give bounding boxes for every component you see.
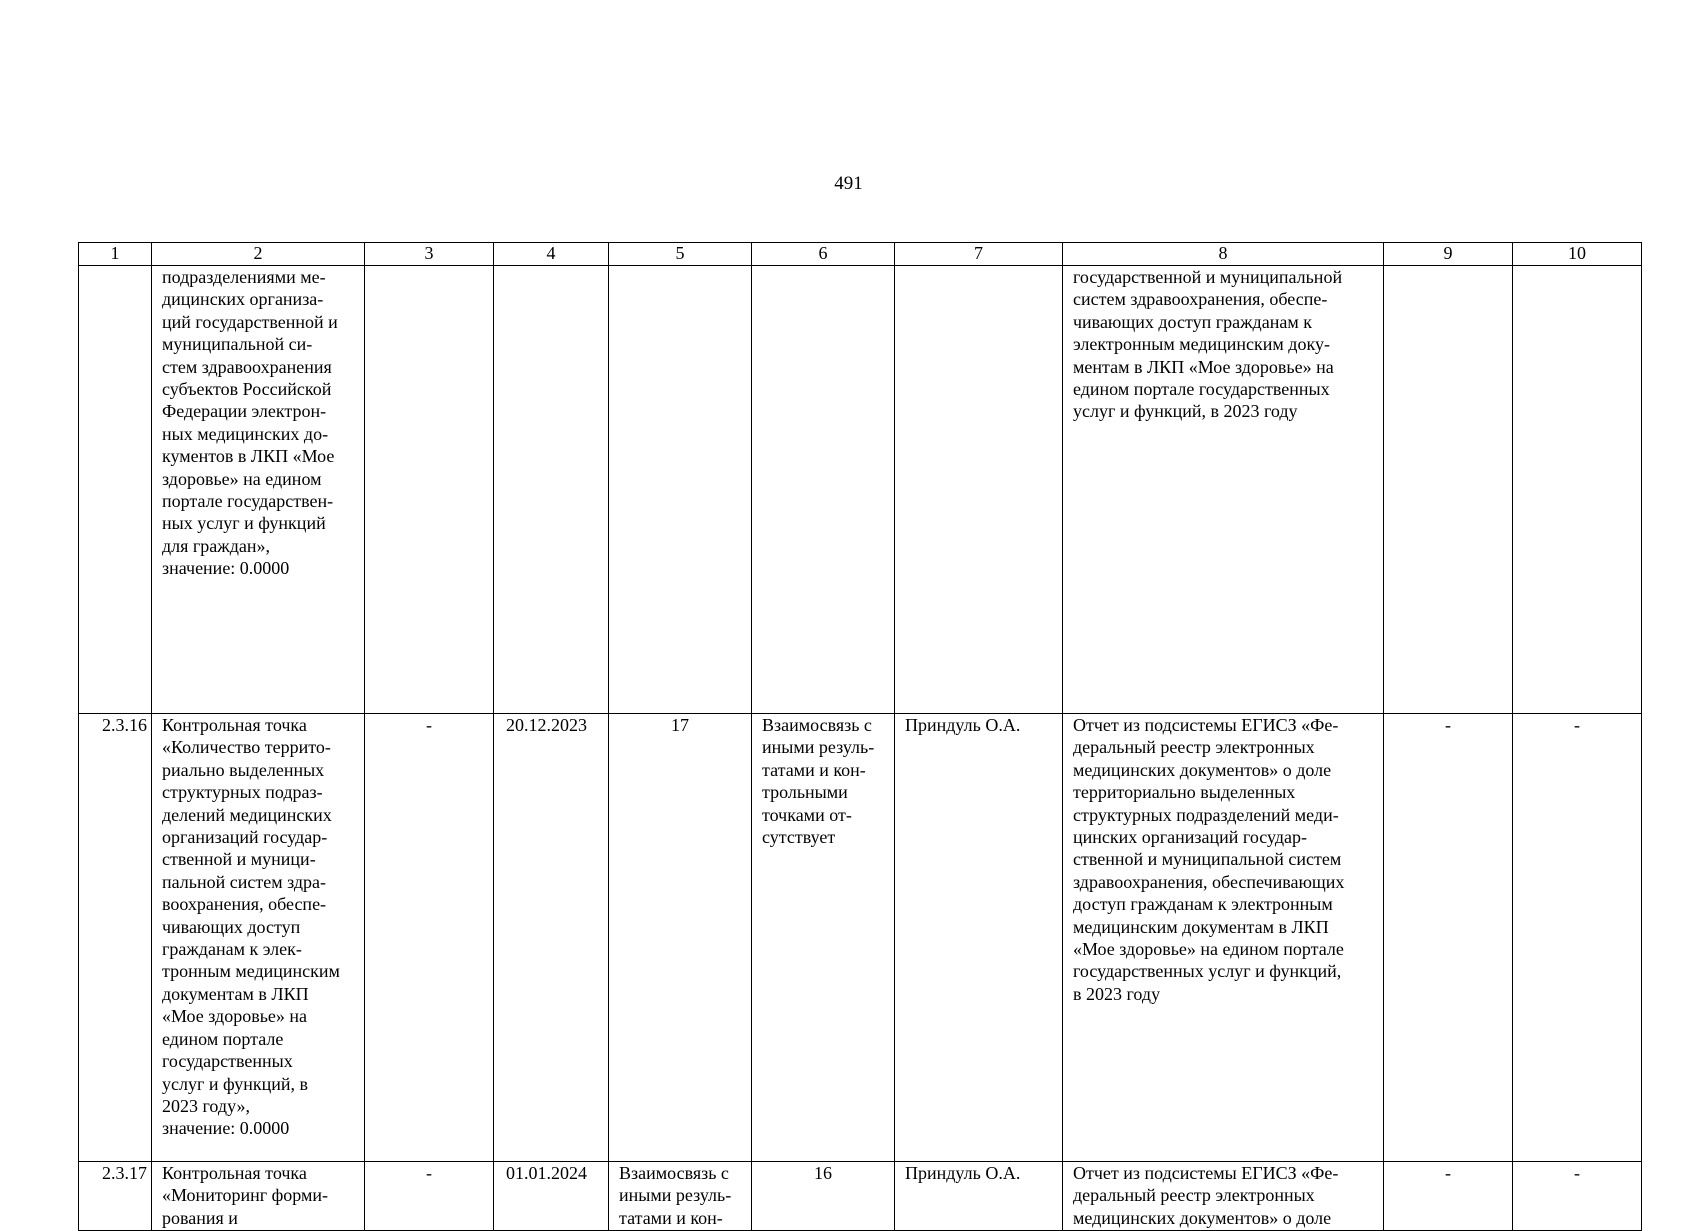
column-header: 3 [365,243,494,266]
table-row [79,714,1642,1162]
responsible-cell: Приндуль О.А. [895,1162,1063,1231]
row-number-cell [79,266,152,714]
responsible-cell: Приндуль О.А. [895,714,1063,1162]
column-header: 8 [1063,243,1384,266]
date-cell: 01.01.2024 [494,1162,609,1231]
page-number: 491 [834,173,863,194]
document-cell: государственной и муниципальной систем здравоохранения, обеспе- чивающих доступ гражданам к электронным медицинским доку- ментам в ЛКП «Мое здоровье» на едином портале государственных услуг и функций, в 2023 году [1063,266,1384,714]
document-cell: Отчет из подсистемы ЕГИСЗ «Фе- деральный реестр электронных медицинских документов» о доле [1063,1162,1384,1231]
cell-col3: - [365,714,494,1162]
document-cell: Отчет из подсистемы ЕГИСЗ «Фе- деральный реестр электронных медицинских документов» о доле территориально выделенных структурных подразделений меди- цинских организаций государ- ственной и муниципальной систем здравоохранения, обеспечивающих доступ гражданам к электронным медицинским документам в ЛКП «Мое здоровье» на едином портале государственных услуг и функций, в 2023 году [1063,714,1384,1162]
row-number-cell: 2.3.16 [79,714,152,1162]
name-cell: Контрольная точка «Количество террито- риально выделенных структурных подраз- делений медицинских организаций государ- ственной и муници- пальной систем здра- воохранения, обеспе- чивающих доступ гражданам к элек- тронным медицинским документам в ЛКП «Мое здоровье» на едином портале государственных услуг и функций, в 2023 году», значение: 0.0000 [152,714,365,1162]
cell-col3: - [365,1162,494,1231]
date-cell [494,266,609,714]
cell-col5 [609,266,752,714]
table-header-row [79,243,1642,266]
name-cell: подразделениями ме- дицинских организа- ций государственной и муниципальной си- стем здравоохранения субъектов Российской Федерации электрон- ных медицинских до- кументов в ЛКП «Мое здоровье» на едином портале государствен- ных услуг и функций для граждан», значение: 0.0000 [152,266,365,714]
name-cell: Контрольная точка «Мониторинг форми- рования и [152,1162,365,1231]
cell-col10: - [1513,714,1642,1162]
column-header: 7 [895,243,1063,266]
cell-col10 [1513,266,1642,714]
date-cell: 20.12.2023 [494,714,609,1162]
table-row [79,1162,1642,1231]
responsible-cell [895,266,1063,714]
cell-col9: - [1384,1162,1513,1231]
column-header: 2 [152,243,365,266]
column-header: 6 [752,243,895,266]
plan-table [78,242,1642,1231]
cell-col6 [752,266,895,714]
cell-col5: 17 [609,714,752,1162]
cell-col5: Взаимосвязь с иными резуль- татами и кон- [609,1162,752,1231]
column-header: 10 [1513,243,1642,266]
row-number-cell: 2.3.17 [79,1162,152,1231]
column-header: 4 [494,243,609,266]
column-header: 5 [609,243,752,266]
cell-col3 [365,266,494,714]
cell-col9 [1384,266,1513,714]
cell-col10: - [1513,1162,1642,1231]
cell-col6: Взаимосвязь с иными резуль- татами и кон- трольными точками от- сутствует [752,714,895,1162]
column-header: 9 [1384,243,1513,266]
table-row [79,266,1642,714]
cell-col9: - [1384,714,1513,1162]
cell-col6: 16 [752,1162,895,1231]
column-header: 1 [79,243,152,266]
